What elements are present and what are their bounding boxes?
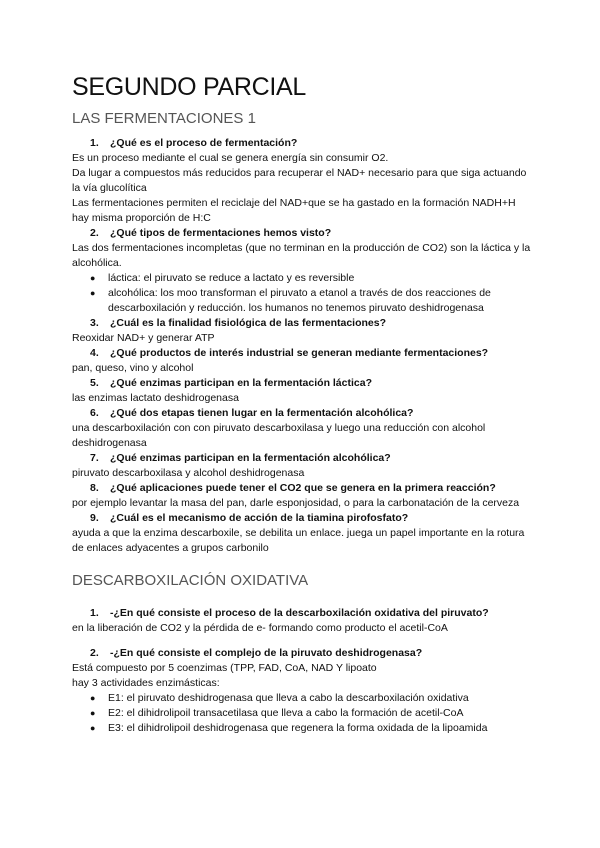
question-2 <box>72 646 532 661</box>
answer-line: Reoxidar NAD+ y generar ATP <box>72 332 215 344</box>
question-5 <box>72 376 532 391</box>
question-text: ¿Qué productos de interés industrial se generan mediante fermentaciones? <box>110 347 489 359</box>
answer-line: por ejemplo levantar la masa del pan, darle esponjosidad, o para la carbonatación de la cerveza <box>72 497 520 509</box>
question-text: ¿Qué es el proceso de fermentación? <box>110 137 298 149</box>
answer-line: Está compuesto por 5 coenzimas (TPP, FAD, CoA, NAD Y lipoato <box>72 662 377 674</box>
question-number: 3. <box>90 317 99 329</box>
list-item: ● E2: el dihidrolipoil transacetilasa que lleva a cabo la formación de acetil-CoA <box>108 706 532 721</box>
question-1 <box>72 606 532 621</box>
question-text: ¿Cuál es el mecanismo de acción de la tiamina pirofosfato? <box>110 512 409 524</box>
answer-line: Da lugar a compuestos más reducidos para recuperar el NAD+ necesario para que siga actuando la vía glucolítica <box>72 167 527 194</box>
list-item: ● E1: el piruvato deshidrogenasa que lleva a cabo la descarboxilación oxidativa <box>108 691 532 706</box>
answer-line: ayuda a que la enzima descarboxile, se debilita un enlace. juega un papel importante en la rotura de enlaces adyacentes a grupos carbonilo <box>72 527 525 554</box>
question-2 <box>72 226 532 241</box>
answer-line: piruvato descarboxilasa y alcohol deshidrogenasa <box>72 467 305 479</box>
question-number: 7. <box>90 452 99 464</box>
question-text: ¿Qué dos etapas tienen lugar en la fermentación alcohólica? <box>110 407 414 419</box>
question-text: ¿Qué aplicaciones puede tener el CO2 que se genera en la primera reacción? <box>110 482 496 494</box>
question-number: 2. <box>90 227 99 239</box>
spacer <box>72 636 532 646</box>
section-heading-fermentaciones: LAS FERMENTACIONES 1 <box>72 110 256 127</box>
list-item: ● E3: el dihidrolipoil deshidrogenasa que regenera la forma oxidada de la lipoamida <box>108 721 532 736</box>
question-text: -¿En qué consiste el complejo de la piruvato deshidrogenasa? <box>110 647 423 659</box>
answer-line: hay misma proporción de H:C <box>72 212 211 224</box>
question-8 <box>72 481 532 496</box>
section-heading-descarboxilacion: DESCARBOXILACIÓN OXIDATIVA <box>72 572 309 589</box>
answer-line: una descarboxilación con con piruvato descarboxilasa y luego una reducción con alcohol deshidrogenasa <box>72 422 486 449</box>
answer-line: pan, queso, vino y alcohol <box>72 362 194 374</box>
list-item: ● láctica: el piruvato se reduce a lactato y es reversible <box>108 271 532 286</box>
question-number: 2. <box>90 647 99 659</box>
answer-line: Es un proceso mediante el cual se genera energía sin consumir O2. <box>72 152 389 164</box>
question-number: 1. <box>90 607 99 619</box>
question-text: ¿Qué enzimas participan en la fermentación alcohólica? <box>110 452 391 464</box>
question-text: ¿Cuál es la finalidad fisiológica de las fermentaciones? <box>110 317 386 329</box>
question-number: 4. <box>90 347 99 359</box>
question-1 <box>72 136 532 151</box>
question-number: 9. <box>90 512 99 524</box>
question-text: ¿Qué enzimas participan en la fermentación láctica? <box>110 377 372 389</box>
answer-line: Las dos fermentaciones incompletas (que no terminan en la producción de CO2) son la láctica y la alcohólica. <box>72 242 531 269</box>
question-4 <box>72 346 532 361</box>
page-title: SEGUNDO PARCIAL <box>72 73 306 101</box>
question-text: -¿En qué consiste el proceso de la descarboxilación oxidativa del piruvato? <box>110 607 489 619</box>
bullet-list <box>72 271 532 316</box>
bullet-list <box>72 691 532 736</box>
answer-line: las enzimas lactato deshidrogenasa <box>72 392 239 404</box>
question-number: 1. <box>90 137 99 149</box>
document-page <box>72 70 532 736</box>
question-number: 6. <box>90 407 99 419</box>
answer-line: en la liberación de CO2 y la pérdida de e- formando como producto el acetil-CoA <box>72 622 448 634</box>
question-3 <box>72 316 532 331</box>
answer-line: Las fermentaciones permiten el reciclaje del NAD+que se ha gastado en la formación NADH+H <box>72 197 516 209</box>
question-number: 5. <box>90 377 99 389</box>
list-item: ● alcohólica: los moo transforman el piruvato a etanol a través de dos reacciones de descarboxilación y reducción. los humanos no tenemos piruvato deshidrogenasa <box>108 286 532 316</box>
question-6 <box>72 406 532 421</box>
answer-line: hay 3 actividades enzimásticas: <box>72 677 220 689</box>
question-7 <box>72 451 532 466</box>
question-number: 8. <box>90 482 99 494</box>
question-9 <box>72 511 532 526</box>
question-text: ¿Qué tipos de fermentaciones hemos visto? <box>110 227 332 239</box>
